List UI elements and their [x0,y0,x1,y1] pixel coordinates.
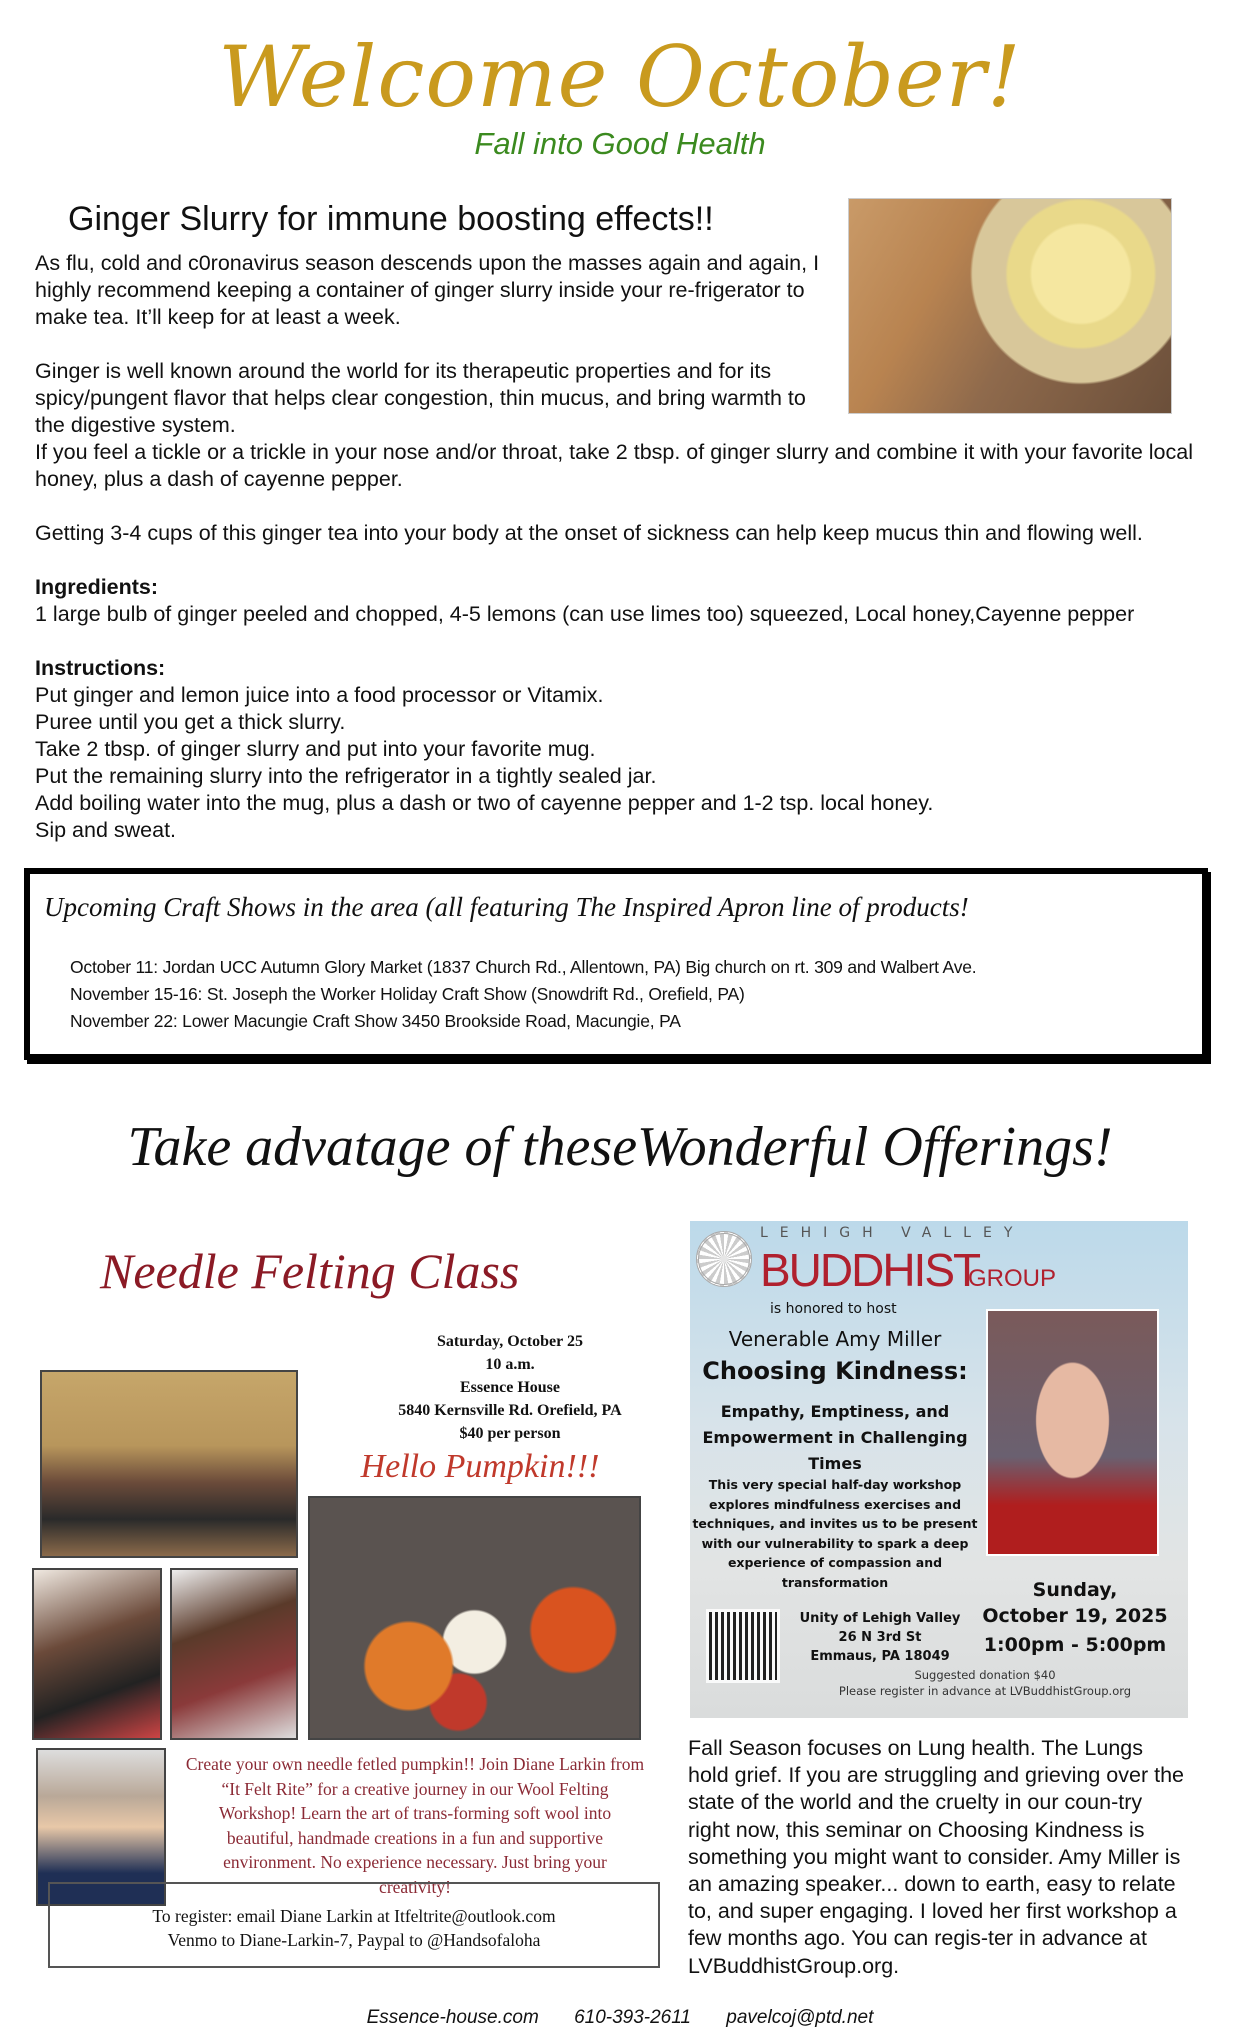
event-venue: Essence House [460,1379,560,1396]
page-title: Welcome October! [218,28,1022,126]
workshop-description: This very special half-day workshop explores mindfulness exercises and techniques, and invites us to be present with our vulnerability to spark a deep experience of compassion and transformation [692,1477,978,1590]
ginger-lemon-tea-image [848,198,1172,414]
event-date: Saturday, October 25 [437,1333,583,1350]
needle-felting-description: Create your own needle fetled pumpkin!! Join Diane Larkin from “It Felt Rite” for a creative journey in our Wool Felting Workshop! Learn the art of trans-forming soft wool into beautiful, handmade creations in a fun and supportive environment. No experience necessary. Just bring your creativity! [185,1754,645,1897]
register-payment: Venmo to Diane-Larkin-7, Paypal to @Handsofaloha [167,1930,541,1950]
org-group: GROUP [968,1265,1057,1292]
craft-show-item: November 22: Lower Macungie Craft Show 3450 Brookside Road, Macungie, PA [70,1011,681,1031]
buddhist-group-flyer [690,1221,1188,1718]
ginger-paragraph: Ginger is well known around the world for its therapeutic properties and for its spicy/pungent flavor that helps clear congestion, thin mucus, and bring warmth to the digestive system. [35,359,806,437]
org-name: BUDDHIST [760,1244,980,1296]
event-time: 10 a.m. [485,1356,535,1373]
registration-box [48,1882,660,1968]
qr-code-icon [706,1609,780,1683]
dharma-wheel-logo-icon [696,1231,752,1287]
page-subtitle: Fall into Good Health [474,126,766,161]
ginger-heading: Ginger Slurry for immune boosting effects!! [68,200,714,238]
workshop-title: Choosing Kindness: [702,1357,968,1385]
date-day: Sunday, [1032,1579,1118,1601]
speaker-name: Venerable Amy Miller [728,1327,942,1351]
ginger-intro [35,250,825,439]
instructions-label: Instructions: [35,656,166,680]
footer-contact [0,2007,1240,2029]
craft-shows-list [70,954,1190,1035]
org-region: LEHIGH VALLEY [760,1225,1025,1241]
date-full: October 19, 2025 [982,1605,1168,1627]
felted-pumpkins-photo [308,1496,641,1740]
craft-shows-heading: Upcoming Craft Shows in the area (all featuring The Inspired Apron line of products! [44,892,969,922]
venue-line: Emmaus, PA 18049 [810,1649,950,1664]
footer-website[interactable]: Essence-house.com [366,2007,539,2028]
event-address: 5840 Kernsville Rd. Orefield, PA [398,1402,622,1419]
register-email: To register: email Diane Larkin at Itfeltrite@outlook.com [152,1906,556,1926]
craft-shows-box [24,868,1208,1060]
lung-health-text: Fall Season focuses on Lung health. The Lungs hold grief. If you are struggling and grieving over the state of the world and the cruelty in our coun-try right now, this seminar on Choosing Kindness is something you might want to consider. Amy Miller is an amazing speaker... down to earth, easy to relate to, and super engaging. I loved her first workshop a few months ago. You can regis-ter in advance at LVBuddhistGroup.org. [688,1736,1184,1978]
footer-email[interactable]: pavelcoj@ptd.net [726,2007,874,2028]
venue-line: Unity of Lehigh Valley [799,1611,961,1626]
ingredients-label: Ingredients: [35,575,159,599]
instruction-step: Puree until you get a thick slurry. [35,710,346,734]
instruction-step: Put ginger and lemon juice into a food processor or Vitamix. [35,683,604,707]
donation-text: Suggested donation $40 [914,1668,1056,1682]
needle-felting-info [340,1330,680,1445]
host-text: is honored to host [770,1301,897,1317]
ginger-paragraph: If you feel a tickle or a trickle in your nose and/or throat, take 2 tbsp. of ginger slurry and combine it with your favorite local honey, plus a dash of cayenne pepper. [35,440,1193,491]
speaker-photo [986,1309,1159,1556]
pumpkin-tagline: Hello Pumpkin!!! [360,1448,600,1485]
ginger-paragraph: As flu, cold and c0ronavirus season descends upon the masses again and again, I highly recommend keeping a container of ginger slurry inside your re-frigerator to make tea. It’ll keep for at least a week. [35,251,820,329]
offerings-heading: Take advatage of theseWonderful Offerings! [127,1116,1113,1178]
instruction-step: Add boiling water into the mug, plus a dash or two of cayenne pepper and 1-2 tsp. local honey. [35,791,934,815]
venue-address [790,1609,970,1666]
workshop-subtitle: Empathy, Emptiness, and Empowerment in Challenging Times [702,1402,968,1473]
workshop-time: 1:00pm - 5:00pm [983,1634,1167,1656]
register-text: Please register in advance at LVBuddhistGroup.org [838,1684,1132,1698]
ingredients-text: 1 large bulb of ginger peeled and chopped, 4-5 lemons (can use limes too) squeezed, Local honey,Cayenne pepper [35,602,1135,626]
instruction-step: Take 2 tbsp. of ginger slurry and put into your favorite mug. [35,737,596,761]
craft-show-item: November 15-16: St. Joseph the Worker Holiday Craft Show (Snowdrift Rd., Orefield, PA) [70,984,745,1004]
felting-student-photo [32,1568,162,1740]
venue-line: 26 N 3rd St [838,1630,922,1645]
donation-info [790,1667,1180,1699]
instruction-step: Put the remaining slurry into the refrigerator in a tightly sealed jar. [35,764,657,788]
event-price: $40 per person [459,1425,561,1442]
needle-felting-title: Needle Felting Class [100,1243,520,1299]
workshop-date [970,1577,1180,1629]
craft-show-item: October 11: Jordan UCC Autumn Glory Market (1837 Church Rd., Allentown, PA) Big church on rt. 309 and Walbert Ave. [70,957,977,977]
ginger-body [35,439,1215,844]
group-class-photo [40,1370,298,1558]
felting-student-photo [170,1568,298,1740]
footer-phone: 610-393-2611 [574,2007,691,2028]
ginger-paragraph: Getting 3-4 cups of this ginger tea into your body at the onset of sickness can help keep mucus thin and flowing well. [35,521,1143,545]
instruction-step: Sip and sweat. [35,818,177,842]
